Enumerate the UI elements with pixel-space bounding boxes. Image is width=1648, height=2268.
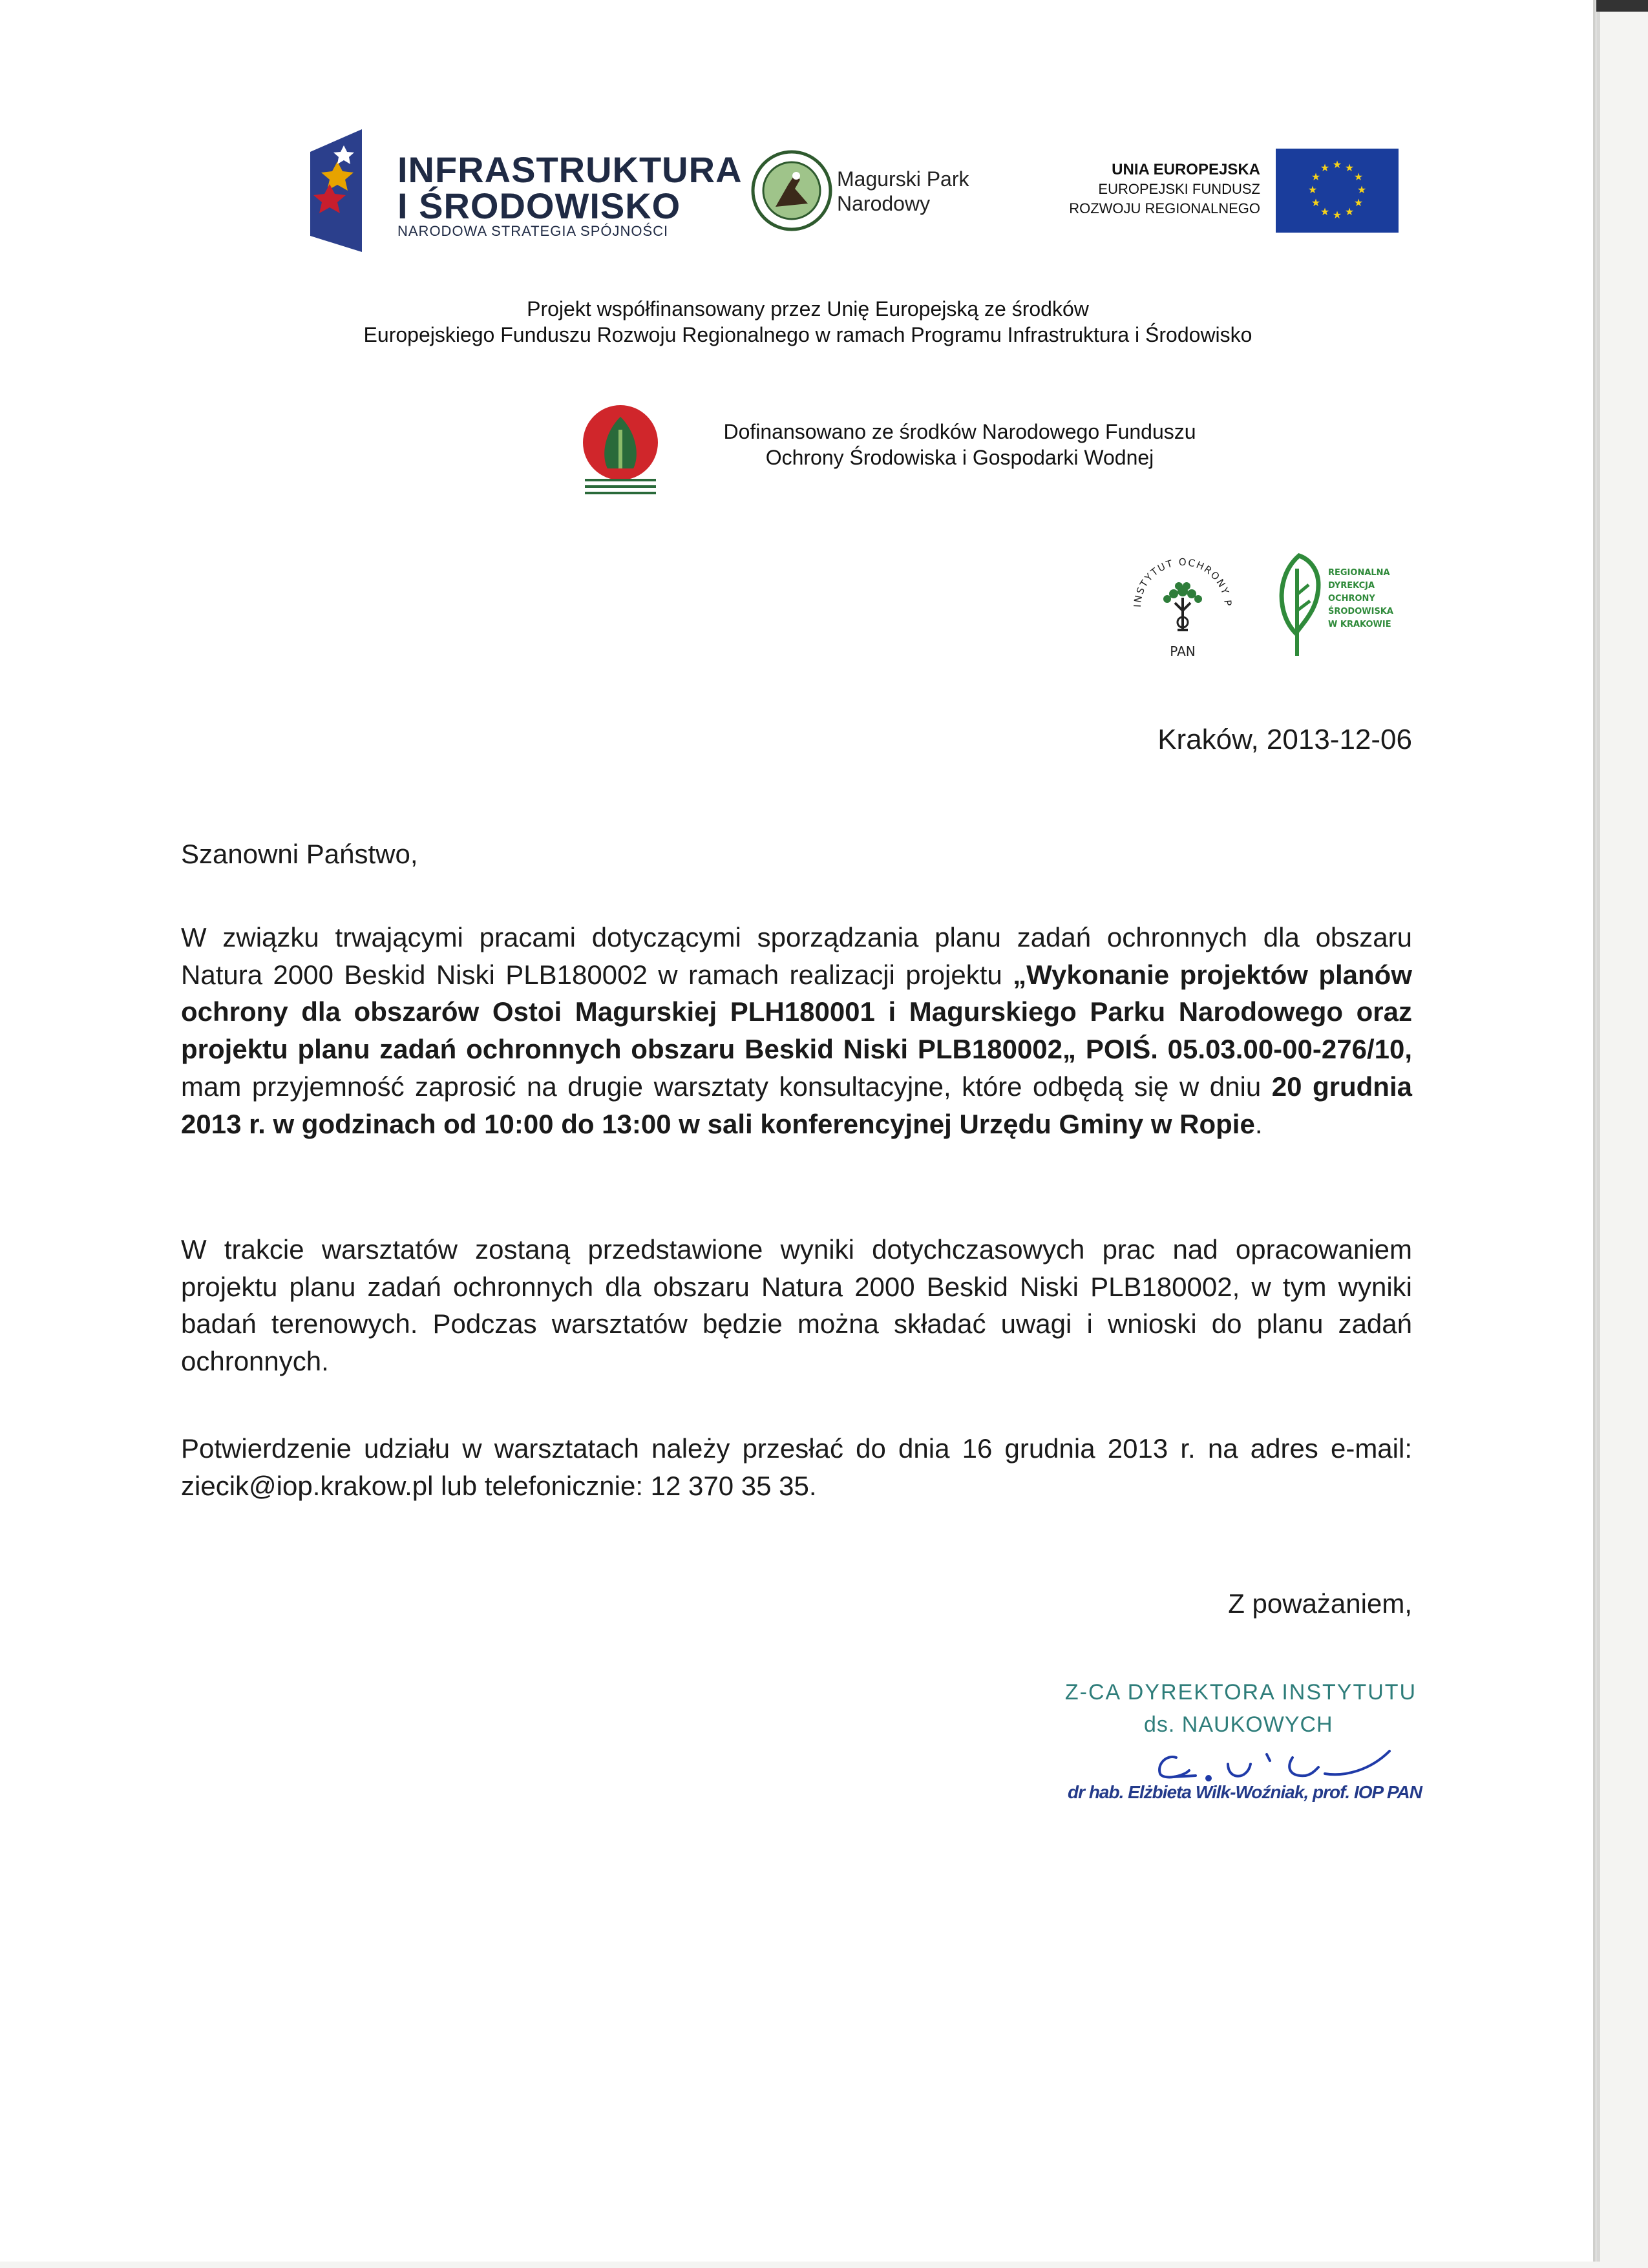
rdos-krakow-logo: [1270, 549, 1399, 662]
p1-project-title: „Wykonanie projektów planów ochrony dla obszarów Ostoi Magurskiej PLH180001 i Magurskiego Parku Narodowego oraz projektu planu zadań ochronnych obszaru Beskid Niski PLB180002„ POIŚ. 05.03.00-00-276/10,: [181, 959, 1412, 1065]
infrastruktura-logo: [304, 126, 743, 255]
rdos-line1: REGIONALNA: [1328, 568, 1390, 578]
closing-regards: Z poważaniem,: [1228, 1588, 1412, 1619]
stamp-signatory-name: dr hab. Elżbieta Wilk-Woźniak, prof. IOP PAN: [1068, 1782, 1422, 1802]
svg-text:★: ★: [1344, 205, 1355, 218]
stamp-title-line2: ds. NAUKOWYCH: [1144, 1712, 1333, 1737]
svg-text:★: ★: [1307, 184, 1318, 196]
paragraph-invitation: [181, 919, 1412, 1142]
p1-text-e: .: [1254, 1108, 1263, 1139]
infrastruktura-subtitle: NARODOWA STRATEGIA SPÓJNOŚCI: [397, 223, 669, 239]
magurski-park-emblem-icon: [750, 149, 834, 233]
rdos-line5: W KRAKOWIE: [1328, 620, 1391, 629]
infrastruktura-title-line2: I ŚRODOWISKO: [397, 185, 681, 226]
eu-flag-icon: [1276, 149, 1399, 233]
svg-text:★: ★: [1353, 196, 1364, 209]
svg-text:★: ★: [1332, 158, 1342, 171]
p1-meeting-details: 20 grudnia 2013 r. w godzinach od 10:00 do 13:00 w sali konferencyjnej Urzędu Gminy w Ropie: [181, 1071, 1412, 1139]
rdos-line3: OCHRONY: [1328, 594, 1375, 604]
nfosigw-line2: Ochrony Środowiska i Gospodarki Wodnej: [765, 446, 1154, 469]
infrastruktura-title-line1: INFRASTRUKTURA: [397, 149, 743, 190]
paragraph-workshop: W trakcie warsztatów zostaną przedstawione wyniki dotychczasowych prac nad opracowaniem projektu planu zadań ochronnych dla obszaru Natura 2000 Beskid Niski PLB180002, w tym wyniki badań terenowych. Podczas warsztatów będzie można składać uwagi i wnioski do planu zadań ochronnych.: [181, 1234, 1412, 1377]
svg-text:★: ★: [1311, 171, 1321, 183]
rdos-line4: ŚRODOWISKA: [1328, 607, 1393, 616]
cofinancing-line2: Europejskiego Funduszu Rozwoju Regionalnego w ramach Programu Infrastruktura i Środowisko: [363, 323, 1252, 346]
svg-text:★: ★: [1311, 196, 1321, 209]
svg-text:★: ★: [1344, 162, 1355, 174]
eu-line3: ROZWOJU REGIONALNEGO: [1069, 200, 1260, 216]
scan-edge-corner: [1596, 0, 1648, 12]
nfosigw-line1: Dofinansowano ze środków Narodowego Funduszu: [723, 420, 1196, 443]
scan-edge: [1593, 0, 1596, 2262]
nfosigw-logo-icon: [578, 404, 662, 501]
cofinancing-line1: Projekt współfinansowany przez Unię Europejską ze środków: [527, 297, 1089, 320]
svg-text:★: ★: [1332, 209, 1342, 221]
cofinancing-note: [194, 296, 1422, 348]
svg-text:★: ★: [1357, 184, 1367, 196]
eu-line1: UNIA EUROPEJSKA: [1112, 161, 1260, 178]
svg-text:★: ★: [1353, 171, 1364, 183]
eu-stars-icon: [1276, 149, 1399, 233]
eu-logo: [1008, 149, 1402, 239]
magurski-park-logo: [750, 149, 1021, 239]
rdos-leaf-icon: [1270, 549, 1399, 662]
nfosigw-note: [688, 419, 1270, 470]
svg-text:★: ★: [1320, 162, 1330, 174]
letter-greeting: Szanowni Państwo,: [181, 839, 418, 869]
letter-date: Kraków, 2013-12-06: [1157, 724, 1412, 755]
svg-text:★: ★: [1320, 205, 1330, 218]
eu-line2: EUROPEJSKI FUNDUSZ: [1098, 181, 1260, 197]
p1-text-a: W związku trwającymi pracami dotyczącymi sporządzania planu zadań ochronnych dla obszaru Natura 2000 Beskid Niski PLB180002 w ramach realizacji projektu: [181, 922, 1412, 990]
rdos-line2: DYREKCJA: [1328, 581, 1375, 591]
magurski-park-name: [837, 167, 969, 216]
iop-ring-text: INSTYTUT OCHRONY P: [1131, 556, 1234, 608]
iop-pan-logo: [1125, 546, 1241, 669]
iop-tree-icon: [1125, 546, 1241, 669]
eu-fund-text: [1008, 160, 1260, 218]
magurski-park-line2: Narodowy: [837, 192, 931, 215]
magurski-park-line1: Magurski Park: [837, 167, 969, 191]
iop-pan-label: PAN: [1170, 644, 1196, 659]
infrastruktura-title: [397, 149, 743, 226]
handwritten-signature: [1112, 1719, 1422, 1790]
paragraph-confirmation: Potwierdzenie udziału w warsztatach należy przesłać do dnia 16 grudnia 2013 r. na adres e-mail: ziecik@iop.krakow.pl lub telefonicznie: 12 370 35 35.: [181, 1433, 1412, 1501]
stamp-title-line1: Z-CA DYREKTORA INSTYTUTU: [1064, 1680, 1417, 1705]
svg-text:INSTYTUT OCHRONY PRZYRODY: [1125, 546, 1234, 607]
infrastruktura-emblem-icon: [304, 126, 388, 255]
p1-text-c: mam przyjemność zaprosić na drugie warsztaty konsultacyjne, które odbędą się w dniu: [181, 1071, 1272, 1102]
